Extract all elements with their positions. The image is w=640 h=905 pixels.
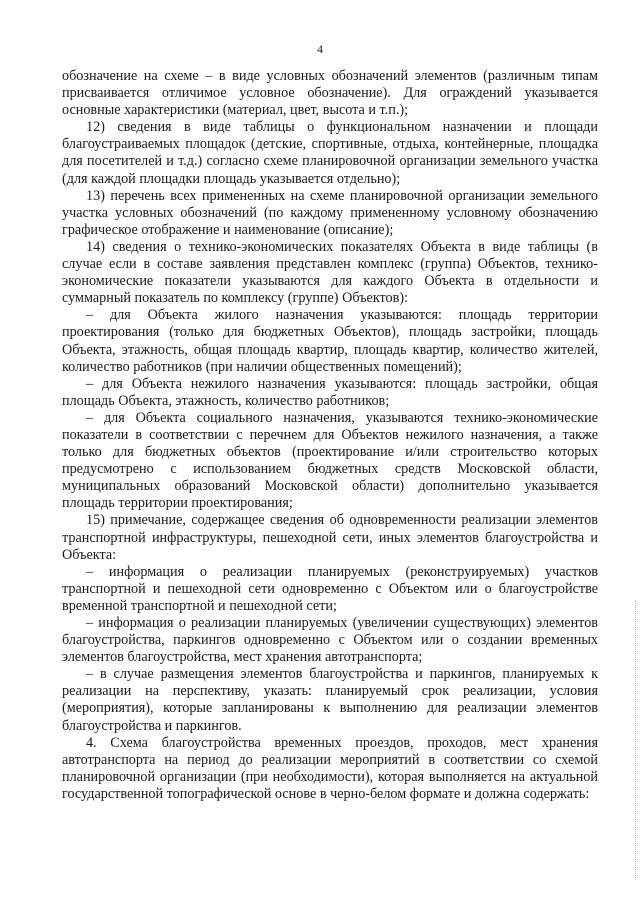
page-number: 4 (317, 42, 323, 56)
paragraph-item-12: 12) сведения в виде таблицы о функциональном назначении и площади благоустраиваемых площадок (детские, спортивные, отдыха, контейнерные, площадка для посетителей и т.д.) согласно схеме планировочной организации земельного участка (для каждой площадки площадь указывается отдельно); (62, 119, 598, 187)
paragraph-section-4: 4. Схема благоустройства временных проездов, проходов, мест хранения автотранспорта на период до реализации мероприятий в соответствии со схемой планировочной организации (при необходимости), которая выполняется на актуальной государственной топографической основе в черно-белом формате и должна содержать: (62, 734, 598, 802)
paragraph-item-15: 15) примечание, содержащее сведения об одновременности реализации элементов транспортной инфраструктуры, пешеходной сети, иных элементов благоустройства и Объекта: (62, 512, 598, 563)
paragraph-nonresidential-object: – для Объекта нежилого назначения указываются: площадь застройки, общая площадь Объекта, этажность, количество работников; (62, 375, 598, 409)
paragraph-continuation: обозначение на схеме – в виде условных обозначений элементов (различным типам присваивается отличимое условное обозначение). Для ограждений указывается основные характеристики (материал, цвет, высота и т.п.); (62, 68, 598, 119)
paragraph-item-13: 13) перечень всех примененных на схеме планировочной организации земельного участка условных обозначений (по каждому примененному условному обозначению графическое отображение и наименование (описание); (62, 187, 598, 238)
paragraph-improvement-info: – информация о реализации планируемых (увеличении существующих) элементов благоустройства, паркингов одновременно с Объектом или о создании временных элементов благоустройства, мест хранения автотранспорта; (62, 615, 598, 666)
paragraph-transport-info: – информация о реализации планируемых (реконструируемых) участков транспортной и пешеходной сети одновременно с Объектом или о благоустройстве временной транспортной и пешеходной сети; (62, 563, 598, 614)
scan-edge-marks (633, 600, 636, 880)
document-body (62, 68, 598, 803)
paragraph-social-object: – для Объекта социального назначения, указываются технико-экономические показатели в соответствии с перечнем для Объектов нежилого назначения, а также только для бюджетных объектов (проектирование и/или строительство которых предусмотрено с использованием бюджетных средств Московской области, муниципальных образований Московской области) дополнительно указывается площадь территории проектирования; (62, 409, 598, 512)
paragraph-perspective-info: – в случае размещения элементов благоустройства и паркингов, планируемых к реализации на перспективу, указать: планируемый срок реализации, условия (мероприятия), которые запланированы к выполнению для реализации элементов благоустройства и паркингов. (62, 666, 598, 734)
paragraph-residential-object: – для Объекта жилого назначения указываются: площадь территории проектирования (только для бюджетных Объектов), площадь застройки, площадь Объекта, этажность, общая площадь квартир, площадь квартир, количество жителей, количество работников (при наличии общественных помещений); (62, 307, 598, 375)
paragraph-item-14: 14) сведения о технико-экономических показателях Объекта в виде таблицы (в случае если в составе заявления представлен комплекс (группа) Объектов, технико-экономические показатели указываются для каждого Объекта в отдельности и суммарный показатель по комплексу (группе) Объектов): (62, 238, 598, 307)
